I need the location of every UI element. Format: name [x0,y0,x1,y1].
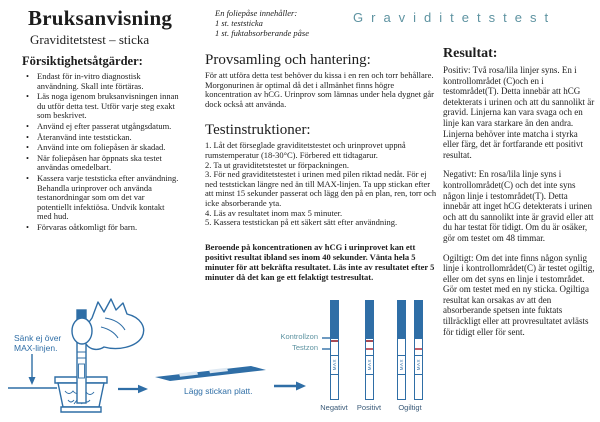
strip-max-zone [331,355,338,374]
control-zone-label: Kontrollzon [280,332,318,341]
strip-label-invalid: Ogiltigt [398,403,422,412]
pouch-note-line: 1 st. teststicka [215,18,263,28]
strip-result-window [366,338,373,355]
bullet-dot: • [26,152,29,163]
arrow-right-icon [274,381,306,391]
bullet-dot: • [26,172,29,183]
instruction-step: 5. Kassera teststickan på ett säkert sätt efter användning. [205,217,398,228]
result-strip [414,300,423,400]
control-line [366,340,373,342]
result-invalid-text: Ogiltigt: Om det inte finns någon synlig linje i kontrollområdet(C) är testet ogiltig, eller om det syns en linje i testområdet. Gör om testet med en ny sticka. Ogiltiga resultat kan orsakas av att den absorberande spetsen inte fuktats tillräckligt eller att provresultatet avlästs för tidigt eller för sent. [443,252,595,337]
page-title: Bruksanvisning [28,6,173,30]
strip-label-negative: Negativt [320,403,348,412]
test-line [415,348,422,350]
strip-absorbent-tip [331,374,338,399]
instructions-steps [205,141,437,227]
sampling-text: För att utföra detta test behöver du kissa i en ren och torr behållare. Morgonurinen är optimal då det i allmänhet finns högre koncentration av hCG. Urinprov som lämnas under hela dygnet går dock också att använda. [205,70,434,109]
strip-max-zone [366,355,373,374]
result-strip [397,300,406,400]
timing-warning-note: Beroende på koncentrationen av hCG i urinprovet kan ett positivt resultat ibland ses inom 40 sekunder. Vänta hela 5 minuter för att bekräfta resultatet. Läs inte av resultatet efter 5 minuter då det kan ge ett felaktigt testresultat. [205,241,435,282]
pouch-note-line: En foliepåse innehåller: [215,8,298,18]
strip-max-zone [415,355,422,374]
precautions-list [22,72,180,233]
strip-handle [366,301,373,338]
bullet-dot: • [26,142,29,153]
instruction-step: 1. Låt det förseglade graviditetstestet och urinprovet uppnå rumstemperatur (18-30°C). Förbered ett tidtagarur. [205,140,406,160]
instructions-heading: Testinstruktioner: [205,122,311,139]
precaution-item [22,133,180,143]
result-strip [365,300,374,400]
precautions-heading: Försiktighetsåtgärder: [22,54,143,68]
right-column [443,46,595,346]
result-positive-text: Positiv: Två rosa/lila linjer syns. En i kontrollområdet (C)och en i testområdet(T). Detta innebär att hCG detekterats i urinen och att du sannolikt är gravid. Linjerna kan vara svaga och en linje kan vara starkare än den andra. Linjerna behöver inte matcha i styrka eller färg, det är fortfarande ett positivt resultat. [443,65,595,160]
precaution-item [22,174,180,222]
precaution-item [22,122,180,132]
strip-max-zone [398,355,405,374]
list-item-text: När foliepåsen har öppnats ska testet användas omedelbart. [37,152,162,173]
brand-header: Graviditetstest [353,10,557,25]
precaution-item [22,154,180,173]
result-negative-text: Negativt: En rosa/lila linje syns i kontrollområdet(C) och det inte syns någon linje i testområdet(T). Detta innebär att inget hCG detekterats i urinen och att du sannolikt inte är gravid eller att du har testat för tidigt. Om du är osäker, gör om testet om 48 timmar. [443,169,594,243]
strip-absorbent-tip [366,374,373,399]
results-heading: Resultat: [443,46,498,61]
dip-max-line-label: Sänk ej över MAX-linjen. [14,333,62,353]
list-item-text: Återanvänd inte teststickan. [37,131,132,142]
strip-handle [398,301,405,338]
strip-result-window [398,338,405,355]
list-item-text: Läs noga igenom bruksanvisningen innan du utför detta test. Utför varje steg exakt som beskrivet. [37,91,179,121]
strip-max-label: MAX [332,359,337,371]
pouch-note-line: 1 st. fuktabsorberande påse [215,28,309,38]
strip-result-window [331,338,338,355]
bullet-dot: • [26,91,29,102]
hand-illustration [72,299,144,349]
list-item-text: Förvaras oåtkomligt för barn. [37,221,138,232]
strip-handle [331,301,338,338]
lay-flat-label: Lägg stickan platt. [184,386,253,396]
strip-absorbent-tip [398,374,405,399]
strip-max-label: MAX [399,359,404,371]
test-line [366,348,373,350]
bullet-dot: • [26,221,29,232]
control-line [331,340,338,342]
page-subtitle: Graviditetstest – sticka [30,32,150,47]
list-item-text: Endast för in-vitro diagnostisk användning. Skall inte förtäras. [37,71,144,91]
strip-max-label: MAX [416,359,421,371]
result-strip [330,300,339,400]
dip-test-illustration [8,294,158,422]
precaution-item [22,223,180,233]
arrow-down-icon [29,354,36,385]
instruction-step: 3. För ned graviditetstestet i urinen med pilen riktad nedåt. För ej ned teststickan längre ned än till MAX-linjen. Ta upp stickan efter att minst 15 sekunder passerat och lägg den på en plan, ren, torr och icke absorberande yta. [205,169,437,208]
list-item-text: Kassera varje teststicka efter användning. Behandla urinprover och använda testanordningar som om det var potentiellt infektiösa. Undvik kontakt med hud. [37,172,179,222]
test-zone-label: Testzon [292,343,318,352]
arrow-right-icon [118,384,148,394]
precaution-item [22,92,180,121]
instruction-step: 2. Ta ut graviditetstestet ur förpackningen. [205,159,349,170]
strip-max-label: MAX [367,359,372,371]
strip-label-positive: Positivt [356,403,382,412]
precaution-item [22,143,180,153]
sampling-heading: Provsamling och hantering: [205,52,371,68]
instruction-step: 4. Läs av resultatet inom max 5 minuter. [205,207,343,218]
middle-column [205,8,437,290]
strip-handle [415,301,422,338]
strip-result-window [415,338,422,355]
left-column [22,6,180,234]
bullet-dot: • [26,71,29,81]
list-item-text: Använd ej efter passerat utgångsdatum. [37,120,172,131]
list-item-text: Använd inte om foliepåsen är skadad. [37,142,166,153]
bullet-dot: • [26,120,29,131]
bullet-dot: • [26,131,29,142]
flat-stick-illustration [152,360,270,384]
strip-absorbent-tip [415,374,422,399]
precaution-item [22,72,180,91]
